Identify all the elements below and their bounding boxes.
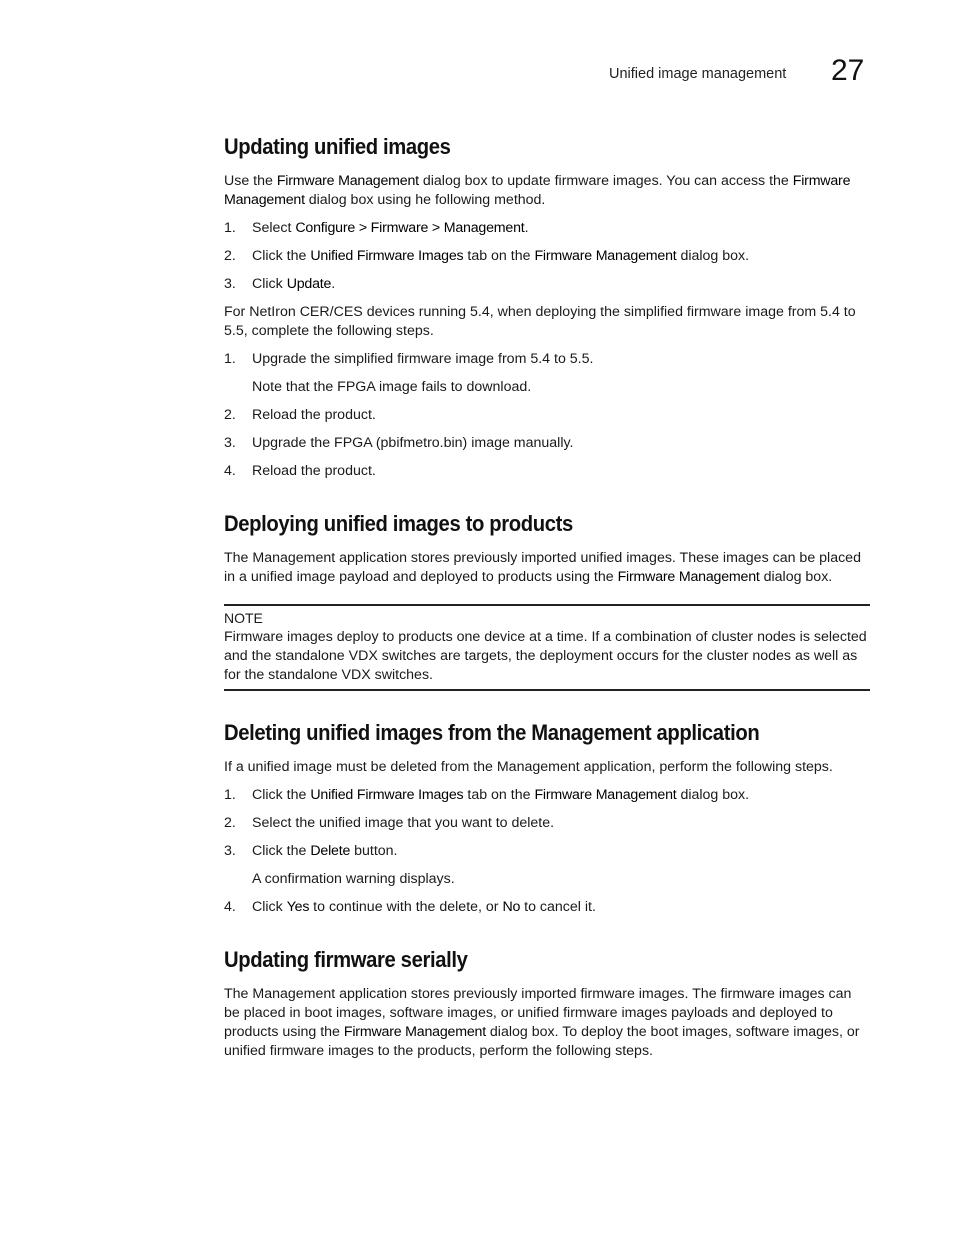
note-box <box>224 604 870 691</box>
ui-term: Firmware Management <box>343 1024 486 1040</box>
ui-term: No <box>502 899 521 915</box>
step-note: Note that the FPGA image fails to download. <box>252 379 532 395</box>
heading-deploying-unified-images: Deploying unified images to products <box>224 511 573 536</box>
page-content <box>224 130 870 1061</box>
text: Click <box>252 899 287 915</box>
step-note: A confirmation warning displays. <box>252 871 455 887</box>
text: Upgrade the FPGA (pbifmetro.bin) image manually. <box>252 435 574 451</box>
list-item <box>224 842 870 861</box>
text: Select <box>252 220 296 236</box>
ui-term: Unified Firmware Images <box>310 248 464 264</box>
text: dialog box. <box>759 569 833 585</box>
text: Click the <box>252 248 311 264</box>
ui-term: Configure > Firmware > Management <box>295 220 525 236</box>
step-number: 4. <box>224 899 236 915</box>
step-number: 3. <box>224 435 236 451</box>
ui-term: Firmware Management <box>276 173 419 189</box>
list-item <box>224 350 870 369</box>
text: to cancel it. <box>520 899 596 915</box>
heading-updating-firmware-serially: Updating firmware serially <box>224 947 468 972</box>
list-item <box>224 406 870 425</box>
ui-term: Firmware Management <box>617 569 760 585</box>
step-number: 2. <box>224 407 236 423</box>
text: The Management application stores previously imported unified images. These images can be placed in a unified image payload and deployed to products using the <box>224 550 861 585</box>
text: tab on the <box>463 787 535 803</box>
step-number: 2. <box>224 248 236 264</box>
paragraph-updating-intro <box>224 172 870 210</box>
chapter-number: 27 <box>831 54 865 87</box>
text: tab on the <box>463 248 535 264</box>
step-number: 1. <box>224 351 236 367</box>
list-item <box>224 462 870 481</box>
list-item <box>224 434 870 453</box>
text: Click the <box>252 843 311 859</box>
text: to continue with the delete, or <box>309 899 503 915</box>
text: . <box>331 276 336 292</box>
paragraph-netiron: For NetIron CER/CES devices running 5.4, when deploying the simplified firmware image from 5.4 to 5.5, complete the following steps. <box>224 304 856 339</box>
list-item <box>224 898 870 917</box>
step-number: 3. <box>224 843 236 859</box>
ui-term: Update <box>286 276 332 292</box>
text: Click <box>252 276 287 292</box>
text: Reload the product. <box>252 463 376 479</box>
paragraph-deploying <box>224 549 870 587</box>
heading-deleting-unified-images: Deleting unified images from the Management application <box>224 720 760 745</box>
step-number: 1. <box>224 787 236 803</box>
ui-term: Delete <box>310 843 351 859</box>
text: dialog box. <box>676 248 750 264</box>
list-item <box>224 786 870 805</box>
list-item <box>224 275 870 294</box>
heading-updating-unified-images: Updating unified images <box>224 134 451 159</box>
list-item <box>224 247 870 266</box>
text: Reload the product. <box>252 407 376 423</box>
text: Click the <box>252 787 311 803</box>
ui-term: Unified Firmware Images <box>310 787 464 803</box>
step-number: 2. <box>224 815 236 831</box>
list-item <box>224 814 870 833</box>
text: button. <box>350 843 398 859</box>
note-label: NOTE <box>224 610 263 626</box>
text: Select the unified image that you want to delete. <box>252 815 555 831</box>
text: . <box>524 220 529 236</box>
list-item <box>224 219 870 238</box>
paragraph-serial <box>224 985 870 1061</box>
paragraph-deleting-intro: If a unified image must be deleted from the Management application, perform the following steps. <box>224 759 833 775</box>
text: The Management application stores previously imported firmware images. The firmware images can be placed in boot images, software images, or unified firmware images payloads and deployed to products using the <box>224 986 852 1040</box>
text: Use the <box>224 173 277 189</box>
step-number: 3. <box>224 276 236 292</box>
text: dialog box using he following method. <box>304 192 546 208</box>
running-header-title: Unified image management <box>609 66 787 82</box>
ui-term: Firmware Management <box>534 248 677 264</box>
ui-term: Firmware Management <box>224 173 851 208</box>
text: dialog box. To deploy the boot images, software images, or unified firmware images to the products, perform the following steps. <box>224 1024 860 1059</box>
ui-term: Firmware Management <box>534 787 677 803</box>
text: Upgrade the simplified firmware image from 5.4 to 5.5. <box>252 351 594 367</box>
step-number: 4. <box>224 463 236 479</box>
note-text: Firmware images deploy to products one device at a time. If a combination of cluster nodes is selected and the standalone VDX switches are targets, the deployment occurs for the cluster nodes as well as for the standalone VDX switches. <box>224 629 867 683</box>
ui-term: Yes <box>286 899 310 915</box>
step-number: 1. <box>224 220 236 236</box>
text: dialog box. <box>676 787 750 803</box>
text: dialog box to update firmware images. You can access the <box>418 173 793 189</box>
